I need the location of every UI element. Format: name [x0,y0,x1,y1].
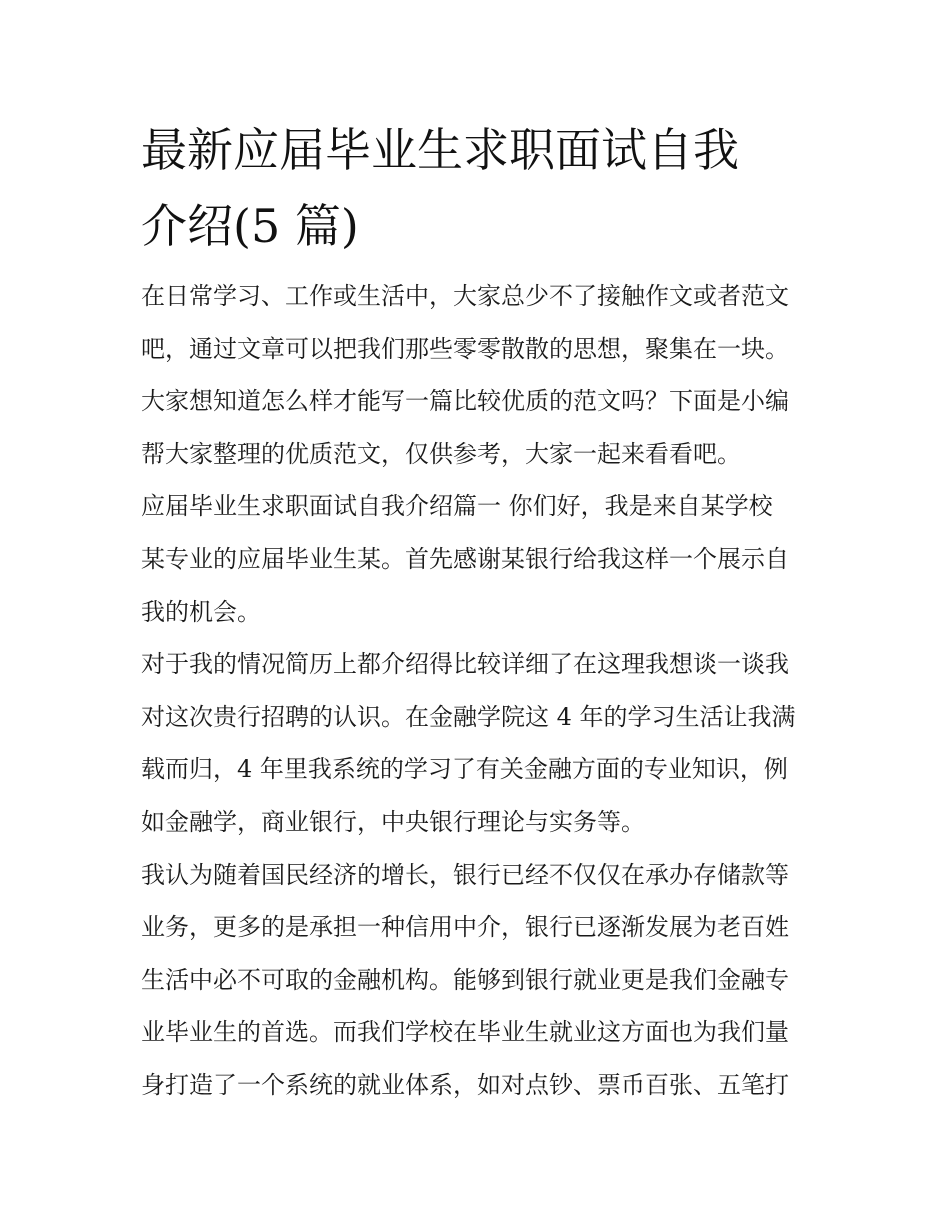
text-line: 吧，通过文章可以把我们那些零零散散的思想，聚集在一块。 [141,334,789,363]
text-line: 大家想知道怎么样才能写一篇比较优质的范文吗？下面是小编 [141,387,789,416]
text-line: 某专业的应届毕业生某。首先感谢某银行给我这样一个展示自 [141,544,789,573]
text-line: 帮大家整理的优质范文，仅供参考，大家一起来看看吧。 [141,439,741,468]
text-line: 我认为随着国民经济的增长，银行已经不仅仅在承办存储款等 [141,860,789,889]
text-line: 生活中必不可取的金融机构。能够到银行就业更是我们金融专 [141,965,789,994]
text-line: 我的机会。 [141,597,261,626]
paragraph-intro [141,270,813,480]
paragraph-background [141,638,813,848]
title-line-2: 介绍(5 篇) [141,199,359,253]
document-body [141,270,813,1112]
text-line: 应届毕业生求职面试自我介绍篇一 你们好，我是来自某学校 [141,492,773,521]
text-line: 如金融学，商业银行，中央银行理论与实务等。 [141,807,645,836]
text-line: 业毕业生的首选。而我们学校在毕业生就业这方面也为我们量 [141,1018,789,1047]
paragraph-greeting [141,480,813,638]
text-line: 身打造了一个系统的就业体系，如对点钞、票币百张、五笔打 [141,1070,789,1099]
document-content [141,112,813,1112]
title-line-1: 最新应届毕业生求职面试自我 [141,123,739,177]
document-title [141,112,813,264]
text-line: 业务，更多的是承担一种信用中介，银行已逐渐发展为老百姓 [141,913,789,942]
text-line: 在日常学习、工作或生活中，大家总少不了接触作文或者范文 [141,282,789,310]
text-line: 载而归，4 年里我系统的学习了有关金融方面的专业知识，例 [141,755,788,784]
text-line: 对这次贵行招聘的认识。在金融学院这 4 年的学习生活让我满 [141,702,796,731]
paragraph-opinion [141,849,813,1112]
text-line: 对于我的情况简历上都介绍得比较详细了在这理我想谈一谈我 [141,650,789,679]
